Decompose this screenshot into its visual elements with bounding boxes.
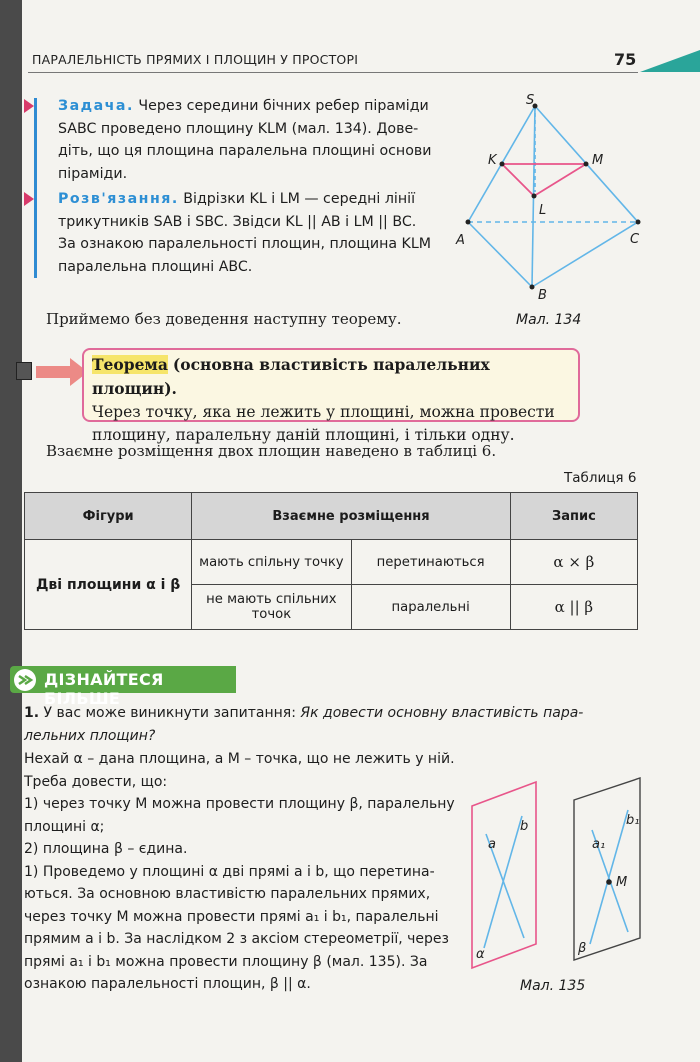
label-C: C <box>630 232 640 247</box>
running-header: ПАРАЛЕЛЬНІСТЬ ПРЯМИХ І ПЛОЩИН У ПРОСТОРІ <box>32 52 359 67</box>
label-b1: b₁ <box>626 813 640 828</box>
solution-text: Розв'язання. Відрізки KL і LM — середні лінії трикутників SAB і SBC. Звідси KL || AB і LM || BC. За ознакою паралельності площин, площина KLM паралельна площині ABC. <box>58 191 432 275</box>
header-notation: Запис <box>510 493 637 540</box>
label-M: M <box>616 875 628 890</box>
solution-marker-icon <box>24 192 34 206</box>
learn-more-icon <box>14 669 36 691</box>
cell-notation: α × β <box>510 540 637 585</box>
cell-relation-a: не мають спільних точок <box>192 585 351 630</box>
cell-notation: α || β <box>510 585 637 630</box>
table-row <box>25 540 638 585</box>
label-b: b <box>520 819 529 834</box>
learn-more-question: 1. У вас може виникнути запитання: Як довести основну властивість пара- лельних площин? <box>24 705 584 744</box>
table-header-row <box>25 493 638 540</box>
theorem-subtitle: (основна властивість паралельних площин). <box>92 355 490 398</box>
figure-134-pyramid <box>450 92 650 302</box>
label-beta: β <box>578 941 587 956</box>
header-wedge-decoration <box>640 48 700 73</box>
cell-relation-b: перетинаються <box>351 540 510 585</box>
label-L: L <box>539 203 547 218</box>
learn-more-body: Нехай α – дана площина, а M – точка, що не лежить у ній. Треба довести, що: 1) через точку M можна провести площину β, паралельну площині α; 2) площина β – єдина. 1) Проведемо у площині α дві прямі a і b, що перетина- ються. За основною властивістю паралельних прямих, через точку M можна провести прямі a₁ і b₁, паралельні прямим a і b. За наслідком 2 з аксіом стереометрії, через прямі a₁ і b₁ можна провести площину β (мал. 135). За ознакою паралельності площин, β || α. <box>24 751 455 992</box>
book-spine <box>0 0 22 1062</box>
table-6 <box>24 492 638 630</box>
theorem-arrow-icon <box>36 358 88 386</box>
page-number: 75 <box>614 50 637 69</box>
theorem-intro: Приймемо без доведення наступну теорему. <box>46 310 402 328</box>
figure-135-caption: Мал. 135 <box>520 978 586 994</box>
problem-label: Задача. <box>58 98 134 114</box>
lock-icon <box>16 362 32 380</box>
problem-marker-icon <box>24 99 34 113</box>
label-M: M <box>592 153 604 168</box>
table-intro: Взаємне розміщення двох площин наведено в таблиці 6. <box>46 442 497 460</box>
label-B: B <box>538 288 547 302</box>
label-K: K <box>488 153 497 168</box>
cell-relation-a: мають спільну точку <box>192 540 351 585</box>
header-relation: Взаємне розміщення <box>192 493 511 540</box>
learn-more-title: ДІЗНАЙТЕСЯ БІЛЬШЕ <box>44 670 164 708</box>
problem-bar <box>34 98 37 278</box>
theorem-title: Теорема <box>92 355 168 374</box>
figure-135-planes <box>462 776 654 972</box>
solution-label: Розв'язання. <box>58 191 179 207</box>
label-S: S <box>526 93 535 108</box>
cell-relation-b: паралельні <box>351 585 510 630</box>
label-A: A <box>456 233 465 248</box>
table-caption: Таблиця 6 <box>564 470 637 486</box>
label-alpha: α <box>476 947 485 962</box>
theorem-box: Теорема (основна властивість паралельних площин). Через точку, яка не лежить у площині, можна провести площину, паралельну даній площині, і тільки одну. <box>82 348 580 422</box>
header-rule <box>28 72 638 73</box>
learn-more-badge <box>10 664 240 708</box>
figure-134-caption: Мал. 134 <box>516 312 582 328</box>
label-a1: a₁ <box>592 837 606 852</box>
label-a: a <box>488 837 496 852</box>
header-figures: Фігури <box>25 493 192 540</box>
problem-text: Задача. Через середини бічних ребер піраміди SABC проведено площину KLM (мал. 134). Дове- діть, що ця площина паралельна площині основи піраміди. <box>58 98 432 182</box>
cell-figure: Дві площини α і β <box>25 540 192 630</box>
